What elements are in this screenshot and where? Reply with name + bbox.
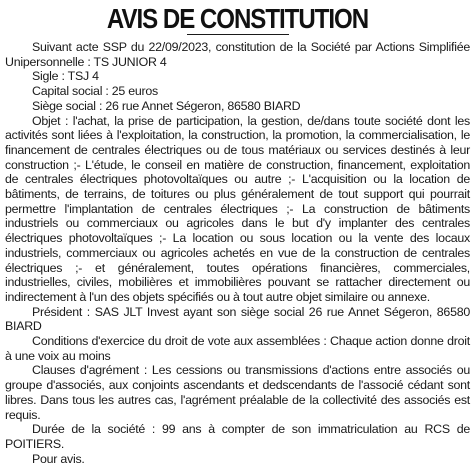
notice-body [5,40,470,466]
agrement-paragraph: Clauses d'agrément : Les cessions ou transmissions d'actions entre associés ou groupe d'associés, aux conjoints ascendants et dedscendants de l'associé cédant sont libres. Dans tous les autres cas, l'agrément préalable de la collectivité des associés est requis. [5,363,470,422]
title-underline [187,34,289,35]
constitution-paragraph: Suivant acte SSP du 22/09/2023, constitution de la Société par Actions Simplifiée Unipersonnelle : TS JUNIOR 4 [5,40,470,69]
sigle-line: Sigle : TSJ 4 [32,69,99,84]
duree-paragraph: Durée de la société : 99 ans à compter de son immatriculation au RCS de POITIERS. [5,422,470,451]
president-paragraph: Président : SAS JLT Invest ayant son siège social 26 rue Annet Ségeron, 86580 BIARD [5,304,470,334]
notice-title: AVIS DE CONSTITUTION [106,3,369,34]
vote-conditions-paragraph: Conditions d'exercice du droit de vote aux assemblées : Chaque action donne droit à une voix au moins [5,334,470,363]
pour-avis-line: Pour avis. [32,451,85,466]
capital-line: Capital social : 25 euros [32,84,158,99]
objet-paragraph: Objet : l'achat, la prise de participation, la gestion, de/dans toute société dont les activités sont liées à l'exploitation, la construction, la promotion, la commercialisation, le financement de centrales électriques ou de tous matériaux ou services destinés à leur construction ;- L'étude, le conseil en matière de construction, financement, exploitation de centrales électriques photovoltaïques ou autre ;- L'acquisition ou la location de bâtiments, de terrains, de toitures ou plus généralement de tout support qui pourrait permettre l'implantation de centrales électriques ;- La construction de bâtiments industriels ou commerciaux ou agricoles dans le but d'y implanter des centrales électriques photovoltaïques ;- La location ou sous location ou la vente des locaux industriels, commerciaux ou agricoles achetés en vue de la construction de centrales électriques ;- et généralement, toutes opérations financières, commerciales, industrielles, civiles, mobilières et immobilières pouvant se rattacher directement ou indirectement à l'un des objets spécifiés ou à tout autre objet similaire ou annexe. [5,113,470,304]
siege-line: Siège social : 26 rue Annet Ségeron, 86580 BIARD [32,98,301,113]
